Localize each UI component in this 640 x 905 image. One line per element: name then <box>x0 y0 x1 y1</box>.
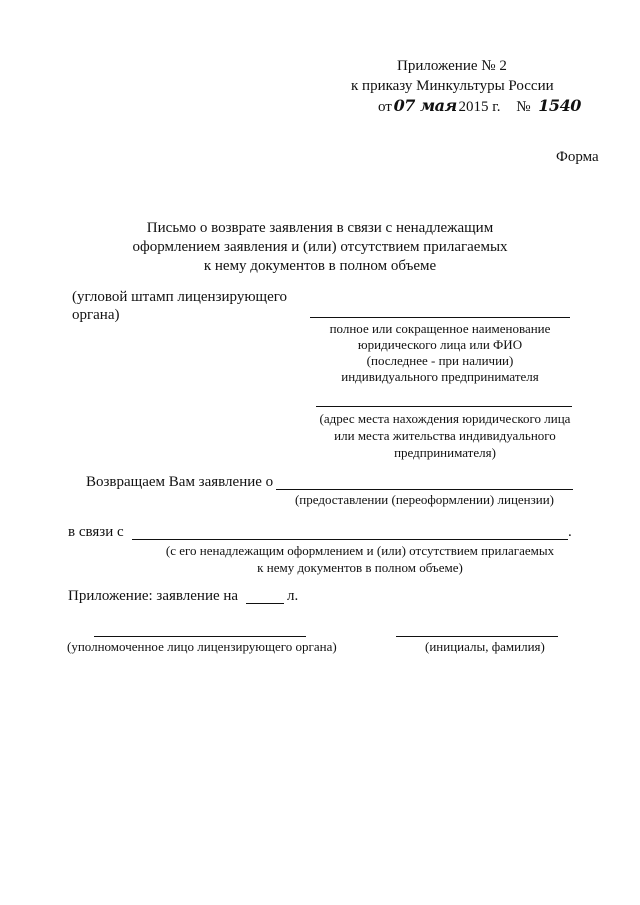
stamp-line-2: органа) <box>72 307 120 323</box>
official-signature-field[interactable] <box>94 636 306 637</box>
title-line-3: к нему документов в полном объеме <box>203 258 437 274</box>
reason-caption-line-2: к нему документов в полном объеме) <box>257 560 463 575</box>
corner-stamp-note <box>72 288 287 324</box>
official-caption: (уполномоченное лицо лицензирующего органа) <box>67 639 337 654</box>
number-sign: № <box>516 99 531 115</box>
returning-statement: Возвращаем Вам заявление о <box>86 474 274 490</box>
initials-surname-field[interactable] <box>396 636 558 637</box>
reason-prefix: в связи с <box>68 524 124 540</box>
recipient-caption-line-4: индивидуального предпринимателя <box>341 369 539 384</box>
attachment-prefix: Приложение: заявление на <box>68 588 239 604</box>
attachment-suffix: л. <box>287 588 299 604</box>
address-field[interactable] <box>316 406 572 407</box>
document-title <box>100 219 540 276</box>
order-date-line <box>378 96 581 116</box>
recipient-caption-line-3: (последнее - при наличии) <box>366 353 514 368</box>
recipient-name-field[interactable] <box>310 317 570 318</box>
recipient-caption-line-2: юридического лица или ФИО <box>357 337 523 352</box>
reason-caption-line-1: (с его ненадлежащим оформлением и (или) отсутствием прилагаемых <box>165 543 555 558</box>
license-type-field[interactable] <box>276 489 573 490</box>
initials-caption: (инициалы, фамилия) <box>425 639 545 654</box>
reason-field[interactable] <box>132 539 568 540</box>
attachment-pages-field[interactable] <box>246 603 284 604</box>
address-caption-line-1: (адрес места нахождения юридического лица <box>319 411 571 426</box>
date-prefix: от <box>378 99 392 115</box>
title-line-1: Письмо о возврате заявления в связи с ненадлежащим <box>146 220 494 236</box>
license-type-caption: (предоставлении (переоформлении) лицензии) <box>294 492 555 507</box>
order-year: 2015 г. <box>458 99 501 115</box>
stamp-line-1: (угловой штамп лицензирующего <box>72 289 288 305</box>
order-reference: к приказу Минкультуры России <box>351 78 554 94</box>
recipient-caption-line-1: полное или сокращенное наименование <box>329 321 551 336</box>
title-line-2: оформлением заявления и (или) отсутствием прилагаемых <box>132 239 508 255</box>
address-caption-line-2: или места жительства индивидуального <box>334 428 556 443</box>
appendix-number: Приложение № 2 <box>397 58 507 74</box>
handwritten-date: 07 мая <box>393 96 457 115</box>
address-caption-line-3: предпринимателя) <box>394 445 496 460</box>
recipient-caption <box>300 321 580 385</box>
address-caption <box>300 410 590 461</box>
handwritten-order-number: 1540 <box>538 96 581 115</box>
form-label: Форма <box>556 149 599 165</box>
reason-period: . <box>568 524 572 540</box>
reason-caption <box>150 542 570 576</box>
